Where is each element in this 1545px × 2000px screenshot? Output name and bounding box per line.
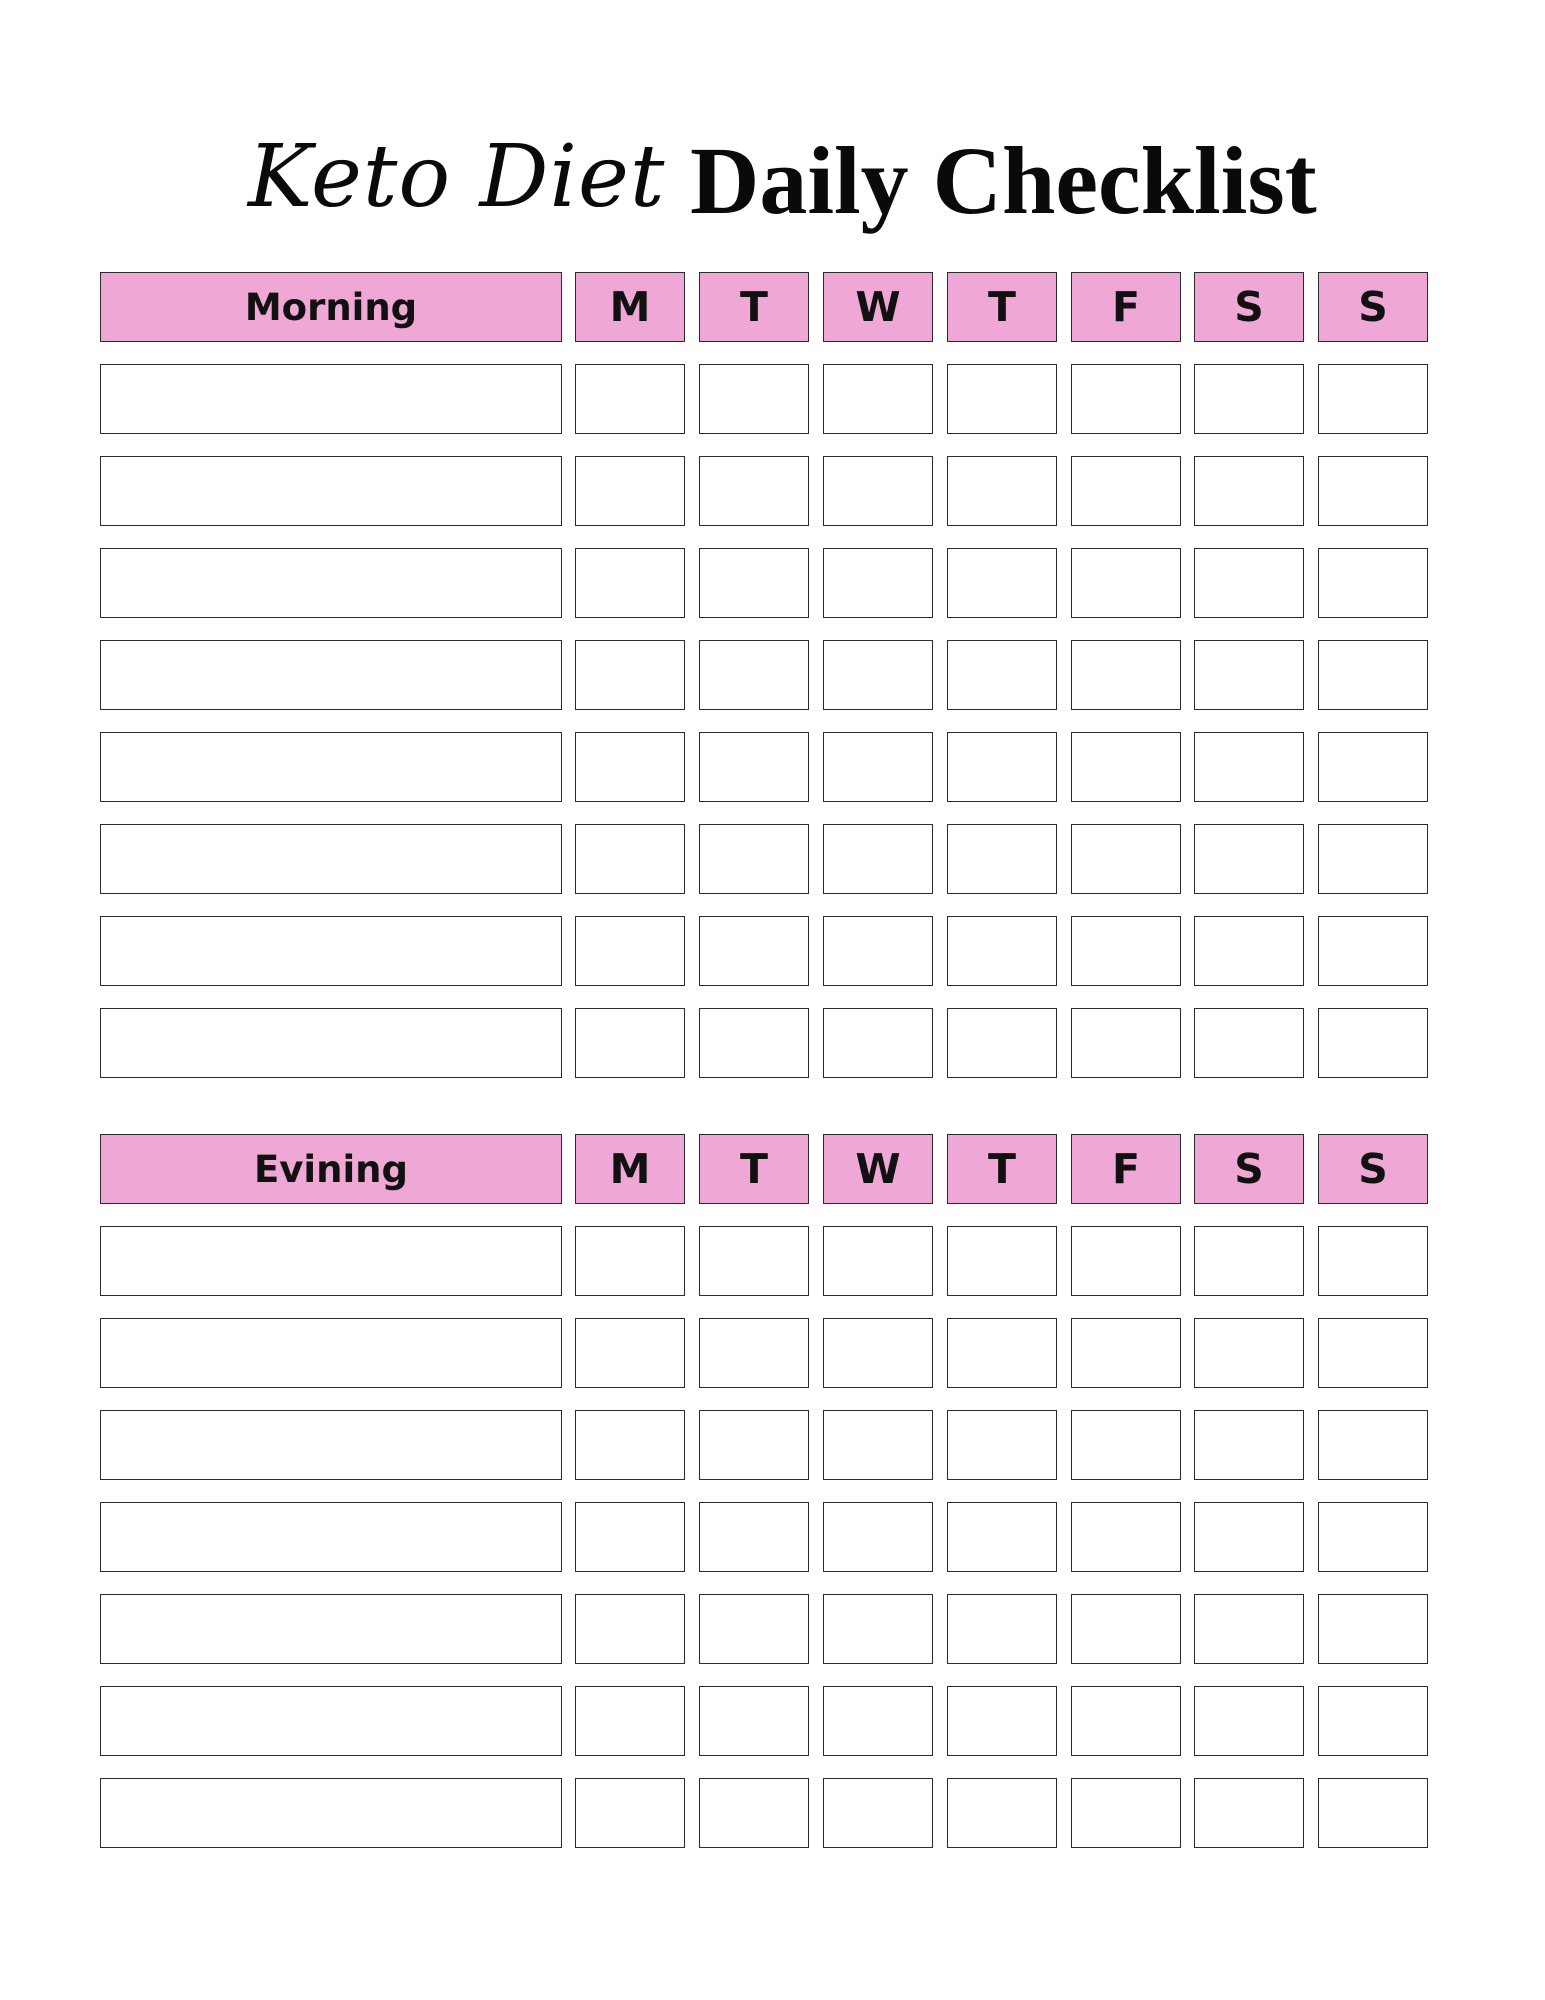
day-checkbox[interactable] — [575, 1778, 685, 1848]
task-field[interactable] — [100, 456, 562, 526]
day-header: S — [1194, 272, 1304, 342]
day-checkbox[interactable] — [947, 1502, 1057, 1572]
task-field[interactable] — [100, 1594, 562, 1664]
task-field[interactable] — [100, 364, 562, 434]
task-field[interactable] — [100, 1778, 562, 1848]
day-checkbox[interactable] — [823, 1594, 933, 1664]
day-checkbox[interactable] — [1318, 916, 1428, 986]
day-checkbox[interactable] — [1194, 732, 1304, 802]
day-checkbox[interactable] — [1071, 640, 1181, 710]
day-checkbox[interactable] — [575, 1226, 685, 1296]
day-checkbox[interactable] — [947, 1226, 1057, 1296]
day-checkbox[interactable] — [1318, 1008, 1428, 1078]
day-checkbox[interactable] — [575, 1686, 685, 1756]
day-checkbox[interactable] — [947, 1594, 1057, 1664]
day-checkbox[interactable] — [947, 364, 1057, 434]
day-checkbox[interactable] — [823, 1686, 933, 1756]
day-checkbox[interactable] — [1318, 1318, 1428, 1388]
day-checkbox[interactable] — [1194, 916, 1304, 986]
day-checkbox[interactable] — [699, 1594, 809, 1664]
task-field[interactable] — [100, 732, 562, 802]
day-checkbox[interactable] — [947, 1318, 1057, 1388]
day-checkbox[interactable] — [1194, 1008, 1304, 1078]
day-header: M — [575, 272, 685, 342]
day-checkbox[interactable] — [947, 1686, 1057, 1756]
day-checkbox[interactable] — [699, 1410, 809, 1480]
day-checkbox[interactable] — [947, 1008, 1057, 1078]
day-checkbox[interactable] — [699, 548, 809, 618]
day-checkbox[interactable] — [699, 1226, 809, 1296]
day-checkbox[interactable] — [1318, 1594, 1428, 1664]
day-checkbox[interactable] — [575, 364, 685, 434]
day-checkbox[interactable] — [699, 1318, 809, 1388]
day-checkbox[interactable] — [1071, 1502, 1181, 1572]
task-field[interactable] — [100, 1410, 562, 1480]
day-checkbox[interactable] — [823, 640, 933, 710]
day-checkbox[interactable] — [575, 1502, 685, 1572]
task-field[interactable] — [100, 548, 562, 618]
day-checkbox[interactable] — [823, 1502, 933, 1572]
day-checkbox[interactable] — [947, 548, 1057, 618]
day-checkbox[interactable] — [1071, 1226, 1181, 1296]
day-header: W — [823, 272, 933, 342]
section-header-morning: Morning — [100, 272, 562, 342]
day-checkbox[interactable] — [1194, 1502, 1304, 1572]
day-checkbox[interactable] — [699, 364, 809, 434]
day-header: F — [1071, 1134, 1181, 1204]
day-checkbox[interactable] — [1194, 456, 1304, 526]
day-checkbox[interactable] — [1071, 916, 1181, 986]
day-checkbox[interactable] — [1071, 1594, 1181, 1664]
task-field[interactable] — [100, 1686, 562, 1756]
day-checkbox[interactable] — [947, 456, 1057, 526]
day-checkbox[interactable] — [699, 1008, 809, 1078]
day-checkbox[interactable] — [1318, 640, 1428, 710]
day-checkbox[interactable] — [947, 732, 1057, 802]
day-checkbox[interactable] — [1194, 548, 1304, 618]
title-script: Keto Diet — [248, 127, 666, 227]
day-header: T — [699, 1134, 809, 1204]
day-checkbox[interactable] — [1318, 456, 1428, 526]
day-checkbox[interactable] — [699, 640, 809, 710]
task-field[interactable] — [100, 1226, 562, 1296]
day-checkbox[interactable] — [1071, 364, 1181, 434]
day-header: S — [1318, 1134, 1428, 1204]
day-checkbox[interactable] — [575, 732, 685, 802]
day-checkbox[interactable] — [1071, 1008, 1181, 1078]
day-checkbox[interactable] — [1194, 1594, 1304, 1664]
day-checkbox[interactable] — [947, 1778, 1057, 1848]
task-field[interactable] — [100, 640, 562, 710]
day-checkbox[interactable] — [699, 916, 809, 986]
day-checkbox[interactable] — [699, 1778, 809, 1848]
day-header: S — [1194, 1134, 1304, 1204]
day-checkbox[interactable] — [575, 1594, 685, 1664]
task-field[interactable] — [100, 916, 562, 986]
task-field[interactable] — [100, 1008, 562, 1078]
day-header: T — [947, 1134, 1057, 1204]
day-header: T — [699, 272, 809, 342]
day-checkbox[interactable] — [1194, 1318, 1304, 1388]
day-checkbox[interactable] — [1318, 824, 1428, 894]
day-checkbox[interactable] — [1318, 732, 1428, 802]
day-checkbox[interactable] — [575, 1318, 685, 1388]
day-checkbox[interactable] — [1318, 1502, 1428, 1572]
day-checkbox[interactable] — [1194, 1778, 1304, 1848]
day-checkbox[interactable] — [947, 916, 1057, 986]
day-checkbox[interactable] — [1071, 1410, 1181, 1480]
day-checkbox[interactable] — [1194, 1410, 1304, 1480]
day-checkbox[interactable] — [1318, 1686, 1428, 1756]
day-checkbox[interactable] — [699, 824, 809, 894]
day-checkbox[interactable] — [1071, 456, 1181, 526]
task-field[interactable] — [100, 1318, 562, 1388]
day-checkbox[interactable] — [1194, 1686, 1304, 1756]
title-main: Daily Checklist — [690, 127, 1317, 234]
day-checkbox[interactable] — [699, 1502, 809, 1572]
day-header: W — [823, 1134, 933, 1204]
section-header-evining: Evining — [100, 1134, 562, 1204]
day-checkbox[interactable] — [575, 640, 685, 710]
day-checkbox[interactable] — [823, 1008, 933, 1078]
day-checkbox[interactable] — [699, 732, 809, 802]
day-header: S — [1318, 272, 1428, 342]
day-checkbox[interactable] — [1071, 1318, 1181, 1388]
day-checkbox[interactable] — [823, 824, 933, 894]
day-checkbox[interactable] — [1071, 548, 1181, 618]
day-checkbox[interactable] — [823, 916, 933, 986]
day-checkbox[interactable] — [823, 456, 933, 526]
task-field[interactable] — [100, 824, 562, 894]
day-checkbox[interactable] — [823, 1410, 933, 1480]
day-checkbox[interactable] — [1194, 364, 1304, 434]
day-checkbox[interactable] — [1071, 1778, 1181, 1848]
day-checkbox[interactable] — [1318, 1226, 1428, 1296]
day-checkbox[interactable] — [575, 1008, 685, 1078]
day-checkbox[interactable] — [1318, 364, 1428, 434]
day-checkbox[interactable] — [575, 916, 685, 986]
day-checkbox[interactable] — [1071, 1686, 1181, 1756]
day-header: F — [1071, 272, 1181, 342]
day-checkbox[interactable] — [823, 364, 933, 434]
day-header: T — [947, 272, 1057, 342]
day-checkbox[interactable] — [1194, 1226, 1304, 1296]
day-checkbox[interactable] — [947, 640, 1057, 710]
day-checkbox[interactable] — [699, 1686, 809, 1756]
day-checkbox[interactable] — [823, 1778, 933, 1848]
day-checkbox[interactable] — [1318, 548, 1428, 618]
day-checkbox[interactable] — [947, 824, 1057, 894]
day-checkbox[interactable] — [575, 548, 685, 618]
day-checkbox[interactable] — [575, 456, 685, 526]
day-checkbox[interactable] — [575, 1410, 685, 1480]
day-checkbox[interactable] — [823, 732, 933, 802]
day-checkbox[interactable] — [575, 824, 685, 894]
day-checkbox[interactable] — [947, 1410, 1057, 1480]
day-checkbox[interactable] — [823, 1318, 933, 1388]
day-checkbox[interactable] — [1194, 640, 1304, 710]
day-checkbox[interactable] — [1071, 732, 1181, 802]
day-header: M — [575, 1134, 685, 1204]
day-checkbox[interactable] — [1318, 1410, 1428, 1480]
day-checkbox[interactable] — [699, 456, 809, 526]
day-checkbox[interactable] — [1071, 824, 1181, 894]
task-field[interactable] — [100, 1502, 562, 1572]
day-checkbox[interactable] — [1318, 1778, 1428, 1848]
day-checkbox[interactable] — [823, 548, 933, 618]
day-checkbox[interactable] — [1194, 824, 1304, 894]
day-checkbox[interactable] — [823, 1226, 933, 1296]
